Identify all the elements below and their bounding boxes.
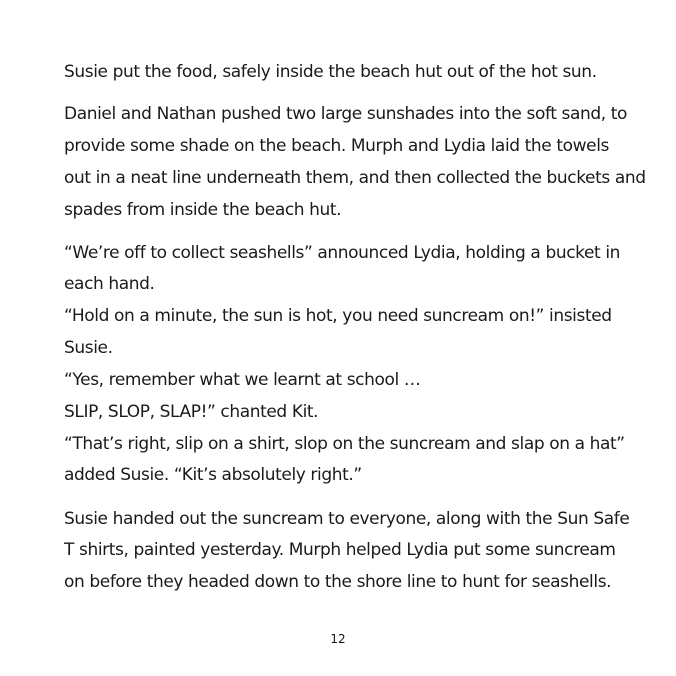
story-line: “We’re off to collect seashells” announced Lydia, holding a bucket in (64, 243, 621, 263)
story-line: “That’s right, slip on a shirt, slop on the suncream and slap on a hat” (64, 434, 625, 454)
story-line: added Susie. “Kit’s absolutely right.” (64, 465, 362, 485)
story-line: on before they headed down to the shore line to hunt for seashells. (64, 572, 612, 592)
story-line: T shirts, painted yesterday. Murph helped Lydia put some suncream (64, 540, 616, 560)
story-line: Susie. (64, 338, 113, 358)
story-line: provide some shade on the beach. Murph and Lydia laid the towels (64, 136, 609, 156)
page-number: 12 (330, 632, 346, 646)
story-line: SLIP, SLOP, SLAP!” chanted Kit. (64, 402, 319, 422)
story-line: Susie handed out the suncream to everyone, along with the Sun Safe (64, 509, 630, 529)
story-line: out in a neat line underneath them, and then collected the buckets and (64, 168, 646, 188)
story-line: each hand. (64, 274, 155, 294)
story-line: “Yes, remember what we learnt at school … (64, 370, 421, 390)
story-line: spades from inside the beach hut. (64, 200, 342, 220)
story-line: Daniel and Nathan pushed two large sunshades into the soft sand, to (64, 104, 628, 124)
story-line: “Hold on a minute, the sun is hot, you need suncream on!” insisted (64, 306, 612, 326)
story-line: Susie put the food, safely inside the beach hut out of the hot sun. (64, 62, 597, 82)
